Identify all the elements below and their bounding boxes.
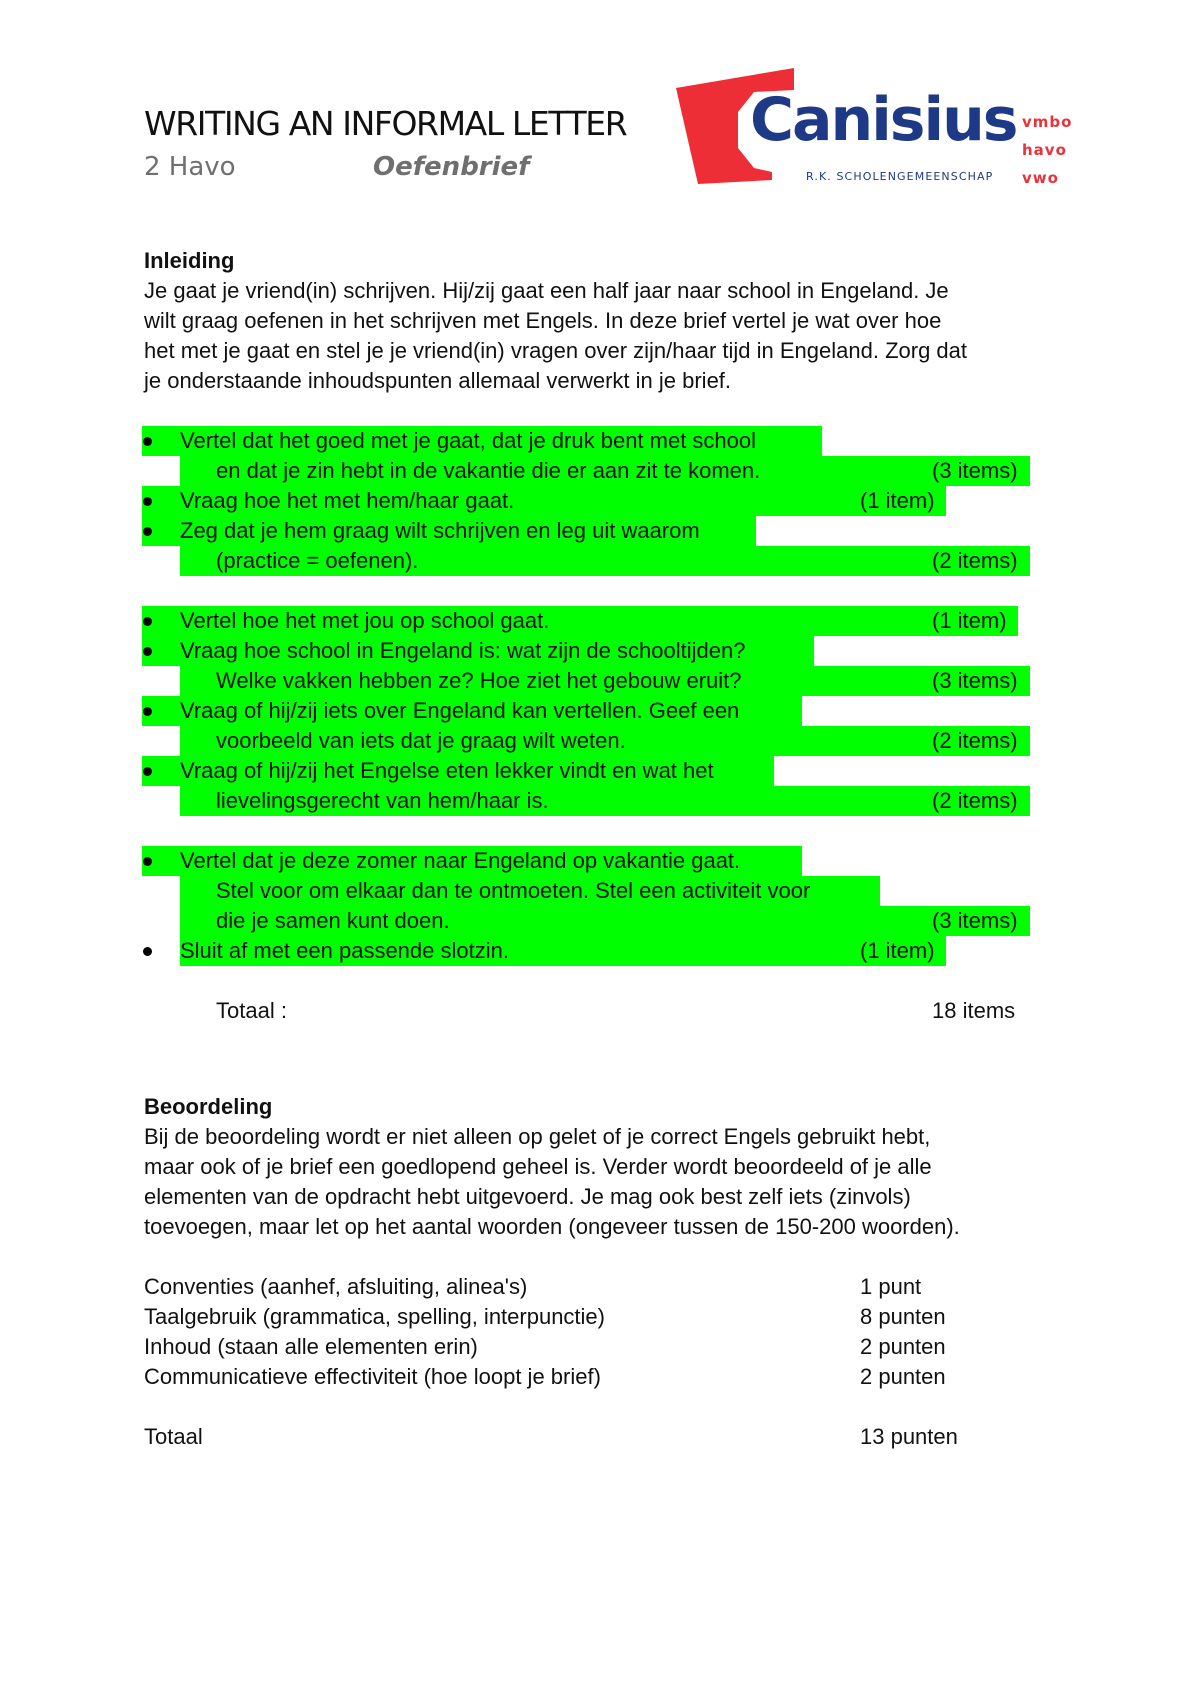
task-7-line-2: lievelingsgerecht van hem/haar is.	[216, 788, 549, 813]
intro-line: Je gaat je vriend(in) schrijven. Hij/zij gaat een half jaar naar school in Engeland. Je	[144, 278, 949, 303]
task-8-line-1: Vertel dat je deze zomer naar Engeland op vakantie gaat.	[180, 848, 741, 873]
document-title: WRITING AN INFORMAL LETTER	[144, 104, 627, 143]
logo-levels	[1022, 108, 1072, 192]
task-6-line-1: Vraag of hij/zij iets over Engeland kan vertellen. Geef een	[180, 698, 740, 723]
bullet-icon	[143, 497, 152, 506]
task-5-line-1: Vraag hoe school in Engeland is: wat zijn de schooltijden?	[180, 638, 746, 663]
logo-level-vwo: vwo	[1022, 169, 1059, 187]
assessment-line: maar ook of je brief een goedlopend geheel is. Verder wordt beoordeeld of je alle	[144, 1154, 932, 1179]
task-9-line-1: Sluit af met een passende slotzin.	[180, 938, 509, 963]
task-1-line-2: en dat je zin hebt in de vakantie die er aan zit te komen.	[216, 458, 761, 483]
criterion-points: 2 punten	[860, 1364, 946, 1389]
bullet-icon	[143, 947, 152, 956]
task-7-line-1: Vraag of hij/zij het Engelse eten lekker vindt en wat het	[180, 758, 714, 783]
task-5-count: (3 items)	[932, 668, 1018, 693]
criterion-label: Inhoud (staan alle elementen erin)	[144, 1334, 478, 1359]
criterion-label: Communicatieve effectiviteit (hoe loopt je brief)	[144, 1364, 601, 1389]
task-2-line-1: Vraag hoe het met hem/haar gaat.	[180, 488, 515, 513]
task-1-line-1: Vertel dat het goed met je gaat, dat je druk bent met school	[180, 428, 757, 453]
task-9-count: (1 item)	[860, 938, 935, 963]
task-5-line-2: Welke vakken hebben ze? Hoe ziet het gebouw eruit?	[216, 668, 742, 693]
task-4-count: (1 item)	[932, 608, 1007, 633]
task-2-count: (1 item)	[860, 488, 935, 513]
logo-tagline: R.K. SCHOLENGEMEENSCHAP	[806, 170, 994, 183]
tasks-total-value: 18 items	[932, 998, 1016, 1023]
assessment-total-label: Totaal	[144, 1424, 203, 1449]
assessment-line: elementen van de opdracht hebt uitgevoerd. Je mag ook best zelf iets (zinvols)	[144, 1184, 911, 1209]
task-8-line-2: Stel voor om elkaar dan te ontmoeten. Stel een activiteit voor	[216, 878, 811, 903]
bullet-icon	[143, 527, 152, 536]
task-7-count: (2 items)	[932, 788, 1018, 813]
criterion-label: Conventies (aanhef, afsluiting, alinea's)	[144, 1274, 528, 1299]
bullet-icon	[143, 767, 152, 776]
task-6-count: (2 items)	[932, 728, 1018, 753]
logo-level-vmbo: vmbo	[1022, 113, 1073, 131]
bullet-icon	[143, 437, 152, 446]
class-level: 2 Havo	[144, 152, 236, 182]
logo-wordmark: Canisius	[750, 85, 1017, 155]
intro-line: je onderstaande inhoudspunten allemaal verwerkt in je brief.	[144, 368, 732, 393]
bullet-icon	[143, 707, 152, 716]
document-variant: Oefenbrief	[373, 152, 530, 182]
criterion-points: 2 punten	[860, 1334, 946, 1359]
criterion-points: 8 punten	[860, 1304, 946, 1329]
assessment-heading: Beoordeling	[144, 1094, 273, 1119]
intro-line: het met je gaat en stel je je vriend(in) vragen over zijn/haar tijd in Engeland. Zorg dat	[144, 338, 968, 363]
task-1-count: (3 items)	[932, 458, 1018, 483]
criterion-label: Taalgebruik (grammatica, spelling, interpunctie)	[144, 1304, 605, 1329]
assessment-line: toevoegen, maar let op het aantal woorden (ongeveer tussen de 150-200 woorden).	[144, 1214, 960, 1239]
intro-line: wilt graag oefenen in het schrijven met Engels. In deze brief vertel je wat over hoe	[144, 308, 942, 333]
bullet-icon	[143, 857, 152, 866]
task-3-count: (2 items)	[932, 548, 1018, 573]
bullet-icon	[143, 617, 152, 626]
task-3-line-2: (practice = oefenen).	[216, 548, 419, 573]
logo-level-havo: havo	[1022, 141, 1067, 159]
task-8-line-3: die je samen kunt doen.	[216, 908, 450, 933]
assessment-line: Bij de beoordeling wordt er niet alleen op gelet of je correct Engels gebruikt hebt,	[144, 1124, 931, 1149]
task-4-line-1: Vertel hoe het met jou op school gaat.	[180, 608, 550, 633]
criterion-points: 1 punt	[860, 1274, 922, 1299]
intro-heading: Inleiding	[144, 248, 235, 273]
task-6-line-2: voorbeeld van iets dat je graag wilt weten.	[216, 728, 626, 753]
tasks-total-label: Totaal :	[216, 998, 287, 1023]
assessment-total-value: 13 punten	[860, 1424, 958, 1449]
task-8-count: (3 items)	[932, 908, 1018, 933]
task-3-line-1: Zeg dat je hem graag wilt schrijven en leg uit waarom	[180, 518, 700, 543]
bullet-icon	[143, 647, 152, 656]
